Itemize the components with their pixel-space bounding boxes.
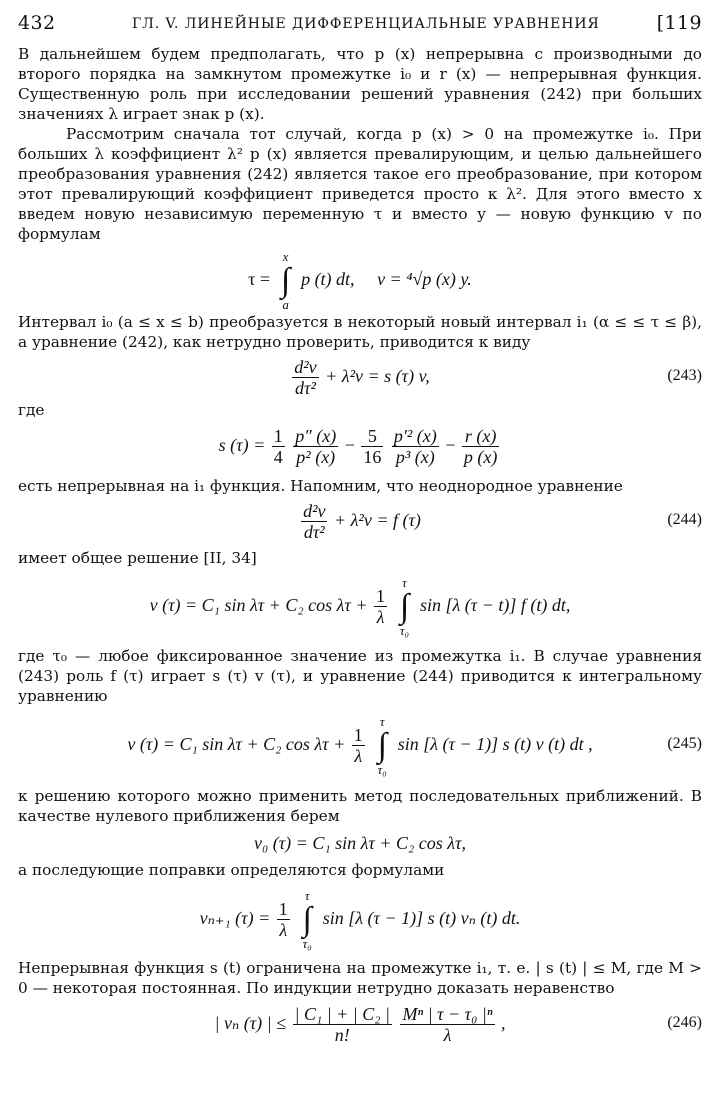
page-number-right: [119 [656,12,702,34]
paragraph-7: где τ₀ — любое фиксированное значение из промежутка i₁. В случае уравнения (243) роль f (τ) играет s (τ) v (τ), и уравнение (244) приводится к интегральному уравнению [18,647,702,705]
paragraph-2: Рассмотрим сначала тот случай, когда p (x) > 0 на промежутке i₀. При больших λ коэффициент λ² p (x) является превалирующим, и целью дальнейшего преобразования уравнения (242) является такое его преобразование, при котором этот превалирующий коэффициент приведется просто к λ². Для этого вместо x введем новую независимую переменную τ и вместо y — новую функцию v по формулам [18,125,702,243]
eqs-frac3: $\frac{5}{16}$ [363,426,382,468]
paragraph-10: Непрерывная функция s (t) ограничена на промежутке i₁, т. е. | s (t) | ≤ M, где M > 0 — некоторая постоянная. По индукции нетрудно доказать неравенство [18,959,702,997]
equation-245: v (τ) = C₁ sin λτ + C₂ cos λτ + $\frac{1}{\lambda}$ τ ∫ τ₀ sin [λ (τ − 1)] s (t) v (t) dt , (245) [18,706,702,782]
eq244-label: (244) [667,511,702,528]
eq243-num: d²v [294,357,317,378]
eq1-rhs: v = ⁴√p (x) y. [377,269,472,290]
eqgen-integral: τ ∫ τ₀ [399,574,410,638]
equation-substitution [18,249,702,312]
eq245-integral: τ ∫ τ₀ [377,713,387,777]
equation-general-solution: v (τ) = C₁ sin λτ + C₂ cos λτ + $\frac{1}{\lambda}$ τ ∫ τ₀ sin [λ (τ − t)] f (t) dt, [149,574,571,638]
eq1-integrand: p (t) dt, [301,269,355,290]
equation-244 [18,496,702,544]
eqs-frac4: $\frac{\text{p′² (x)}}{\text{p³ (x)}}$ [393,426,437,468]
paragraph-3: Интервал i₀ (a ≤ x ≤ b) преобразуется в некоторый новый интервал i₁ (α ≤ ≤ τ ≤ β), а уравнение (242), как нетрудно проверить, приводится к виду [18,313,702,351]
eqgen-lhs: v (τ) = C₁ sin λτ + C₂ cos λτ + [149,595,368,615]
eq243-label: (243) [667,367,702,384]
paragraph-6: имеет общее решение [II, 34] [18,549,257,567]
eqs-frac1: $\frac{1}{4}$ [273,426,283,468]
eq1-int-lower: a [282,297,289,312]
equation-246: | vₙ (τ) | ≤ $\frac{\text{| C₁ | + | C₂ |}}{n!}$ $\frac{\text{Mⁿ | τ − τ₀ |ⁿ}}{\lambda}$ , (246) [18,998,702,1048]
page-number-left: 432 [18,12,56,34]
paragraph-8: к решению которого можно применить метод последовательных приближений. В качестве нулевого приближения берем [18,787,702,825]
eq243-den: dτ² [295,378,316,399]
eqvn1-integral: τ ∫ τ₀ [302,887,312,951]
equation-243 [18,352,702,400]
paragraph-1: В дальнейшем будем предполагать, что p (x) непрерывна с производными до второго порядка на замкнутом промежутке i₀ и r (x) — непрерывная функция. Существенную роль при исследовании решений уравнения (242) при больших значениях λ играет знак p (x). [18,45,702,123]
eqgen-integrand: sin [λ (τ − t)] f (t) dt, [419,595,571,615]
book-page [18,10,702,1090]
eq1-integral: x ∫ a [275,250,297,312]
eq1-int-upper: x [282,249,289,264]
eqs-frac2: $\frac{p'' (x)}{\text{p² (x)}}$ [295,426,337,468]
equation-s-tau: s (τ) = $\frac{1}{4}$ $\frac{p'' (x)}{\text{p² (x)}}$ − $\frac{5}{16}$ $\frac{\text{p′² (x)}}{\text{p³ (x)}}$ − $\frac{r (x)}{p (x)}$ [218,426,498,468]
paragraph-4: где [18,401,45,419]
paragraph-9: а последующие поправки определяются формулами [18,861,445,879]
eq244-fraction: $\frac{\text{d²v}}{\text{dτ²}}$ [303,501,326,543]
eq244-rest: + λ²v = f (τ) [333,510,421,530]
eqs-frac5: $\frac{r (x)}{p (x)}$ [463,426,498,468]
paragraph-5: есть непрерывная на i₁ функция. Напомним, что неоднородное уравнение [18,477,623,495]
running-header [18,10,702,40]
equation-vn1: vₙ₊₁ (τ) = $\frac{1}{\lambda}$ τ ∫ τ₀ sin [λ (τ − 1)] s (t) vₙ (t) dt. [199,887,521,951]
equation-v0: v₀ (τ) = C₁ sin λτ + C₂ cos λτ, [254,833,466,853]
eq245-label: (245) [667,735,702,752]
eqs-lhs: s (τ) = [218,435,266,455]
eq1-lhs: τ = [248,269,271,290]
chapter-title: ГЛ. V. ЛИНЕЙНЫЕ ДИФФЕРЕНЦИАЛЬНЫЕ УРАВНЕНИЯ [132,16,600,32]
eq243-fraction [292,357,318,398]
eq246-label: (246) [667,1014,702,1031]
eq243-rest: + λ²v = s (τ) v, [325,366,430,386]
